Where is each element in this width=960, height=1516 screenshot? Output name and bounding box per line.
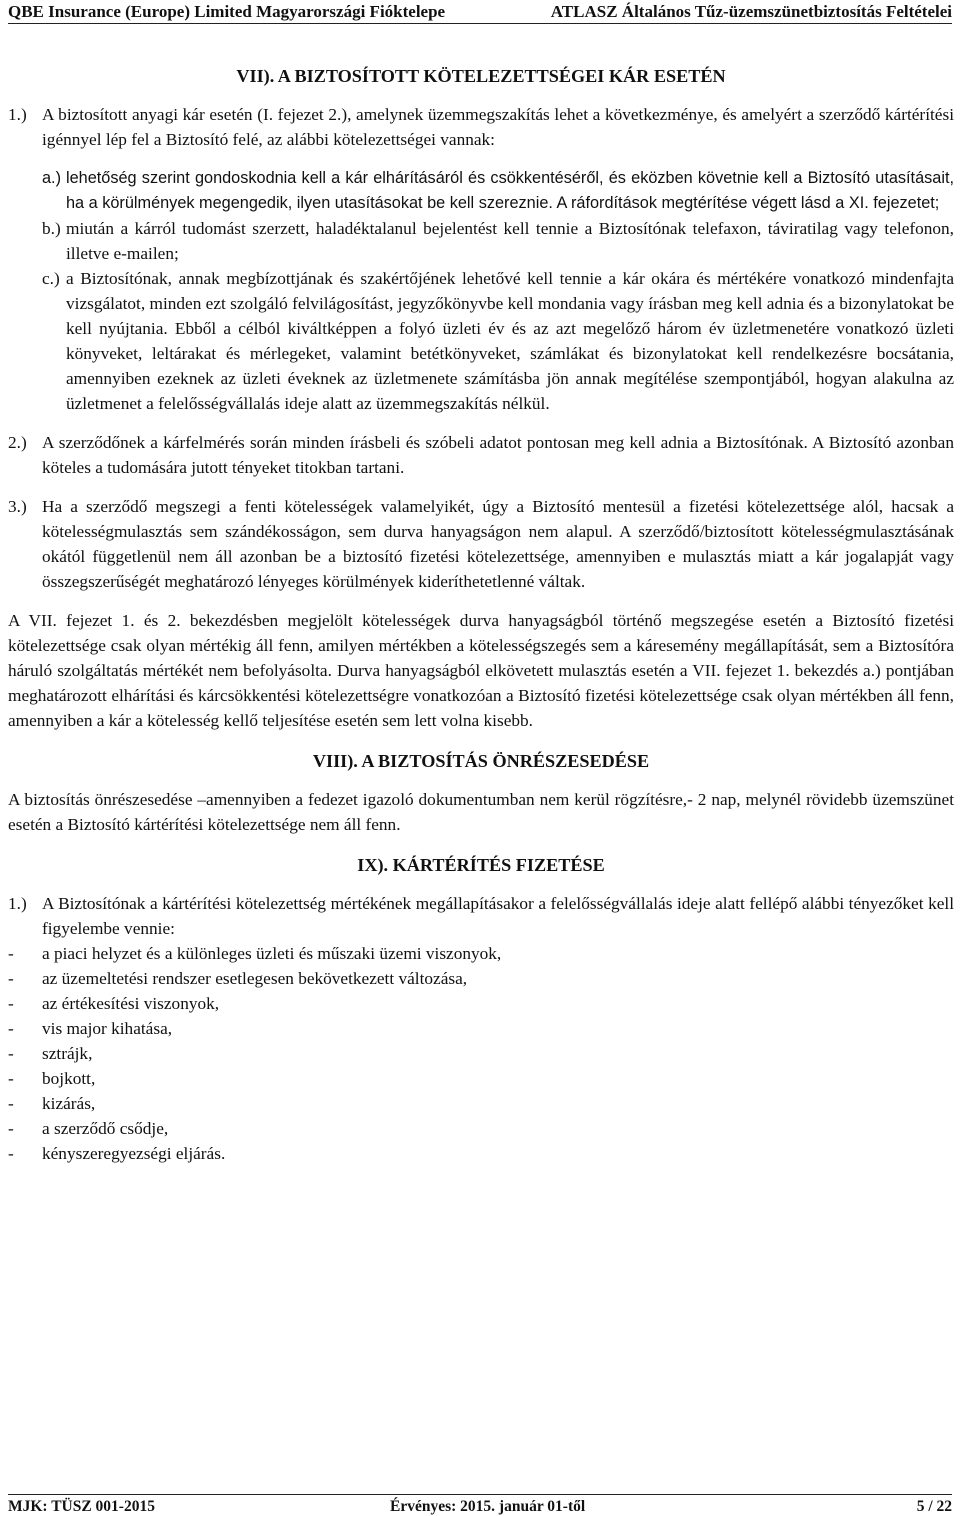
factors-list	[8, 941, 954, 1166]
section-9-title: IX). KÁRTÉRÍTÉS FIZETÉSE	[357, 855, 605, 875]
paragraph-label: 1.)	[8, 894, 27, 913]
footer-page-number: 5 / 22	[916, 1498, 952, 1515]
list-item-label: a.)	[42, 169, 62, 187]
section-8-title: VIII). A BIZTOSÍTÁS ÖNRÉSZESEDÉSE	[312, 751, 650, 771]
list-dash: -	[8, 969, 14, 988]
list-item-text: kényszeregyezségi eljárás.	[42, 1144, 226, 1163]
list-dash: -	[8, 1119, 14, 1138]
list-dash: -	[8, 1144, 14, 1163]
list-item	[8, 1091, 954, 1116]
section-7-closing-paragraph: A VII. fejezet 1. és 2. bekezdésben megjelölt kötelességek durva hanyagságból történő megszegése esetén a Biztosító fizetési kötelezettsége csak olyan mértékig áll fenn, amilyen mértékben a kötelességszegés sem a káresemény megállapítását, sem a Biztosítóra háruló szolgáltatás mértékét nem befolyásolta. Durva hanyagságból elkövetett mulasztás esetén a VII. fejezet 1. bekezdés a.) pontjában meghatározott elhárítási és kárcsökkentési kötelezettségre vonatkozóan a Biztosító fizetési kötelezettsége csak olyan mértékben áll fenn, amennyiben a kár a kötelesség kellő teljesítése esetén sem lett volna kisebb.	[8, 611, 954, 730]
list-item-label: c.)	[42, 269, 60, 288]
list-item	[8, 991, 954, 1016]
paragraph-text: Ha a szerződő megszegi a fenti kötelességek valamelyikét, úgy a Biztosító mentesül a fizetési kötelezettsége alól, hacsak a kötelességmulasztás sem szándékosságon, sem durva hanyagságon nem alapul. A szerződő/biztosított kötelességmulasztásának okától függetlenül nem áll azonban be a biztosító fizetési kötelezettsége, amennyiben e mulasztás miatt a kár jogalapját vagy összegszerűségét meghatározó lényeges körülmények kideríthetetlenné váltak.	[42, 497, 954, 591]
section-7-paragraph-2	[8, 430, 954, 480]
list-dash: -	[8, 1044, 14, 1063]
footer-document-code: MJK: TÜSZ 001-2015	[8, 1498, 155, 1515]
list-item	[42, 266, 954, 416]
section-9-paragraph-1	[8, 891, 954, 941]
section-7-paragraph-1	[8, 102, 954, 152]
list-dash: -	[8, 1019, 14, 1038]
list-item	[42, 216, 954, 266]
list-dash: -	[8, 1094, 14, 1113]
list-item-text: a piaci helyzet és a különleges üzleti és műszaki üzemi viszonyok,	[42, 944, 502, 963]
list-item-text: miután a kárról tudomást szerzett, haladéktalanul bejelentést kell tennie a Biztosítónak telefaxon, táviratilag vagy telefonon, illetve e-mailen;	[66, 219, 954, 263]
list-item	[8, 1116, 954, 1141]
list-dash: -	[8, 994, 14, 1013]
section-7-sublist	[8, 166, 954, 416]
page-header	[8, 0, 952, 24]
list-item	[8, 1041, 954, 1066]
header-document-title: ATLASZ Általános Tűz-üzemszünetbiztosítás Feltételei	[550, 2, 952, 21]
list-dash: -	[8, 944, 14, 963]
list-item-text: az értékesítési viszonyok,	[42, 994, 220, 1013]
page-footer	[8, 1494, 952, 1514]
list-item-text: vis major kihatása,	[42, 1019, 173, 1038]
list-item-text: az üzemeltetési rendszer esetlegesen bekövetkezett változása,	[42, 969, 468, 988]
section-7-title: VII). A BIZTOSÍTOTT KÖTELEZETTSÉGEI KÁR ESETÉN	[236, 66, 726, 86]
list-item-text: a szerződő csődje,	[42, 1119, 169, 1138]
page-body	[8, 64, 954, 1166]
list-item-text: bojkott,	[42, 1069, 96, 1088]
footer-validity-date: Érvényes: 2015. január 01-től	[390, 1498, 586, 1515]
section-7-paragraph-3	[8, 494, 954, 594]
list-dash: -	[8, 1069, 14, 1088]
paragraph-text: A Biztosítónak a kártérítési kötelezettség mértékének megállapításakor a felelősségvállalás ideje alatt fellépő alábbi tényezőket kell figyelembe vennie:	[42, 894, 954, 938]
paragraph-label: 3.)	[8, 497, 27, 516]
list-item-text: lehetőség szerint gondoskodnia kell a kár elhárításáról és csökkentéséről, és eközben követnie kell a Biztosító utasításait, ha a körülmények megengedik, ilyen utasításokat be kell szereznie. A ráfordítások megtérítése végett lásd a XI. fejezetet;	[66, 169, 954, 212]
list-item	[8, 1016, 954, 1041]
list-item	[42, 166, 954, 216]
paragraph-text: A szerződőnek a kárfelmérés során minden írásbeli és szóbeli adatot pontosan meg kell adnia a Biztosítónak. A Biztosító azonban köteles a tudomására jutott tényeket titokban tartani.	[42, 433, 954, 477]
list-item	[8, 941, 954, 966]
header-company: QBE Insurance (Europe) Limited Magyarországi Fióktelepe	[8, 2, 446, 21]
paragraph-text: A biztosított anyagi kár esetén (I. fejezet 2.), amelynek üzemmegszakítás lehet a következménye, és amelyért a szerződő kártérítési igénnyel lép fel a Biztosító felé, az alábbi kötelezettségei vannak:	[42, 105, 954, 149]
list-item-text: kizárás,	[42, 1094, 96, 1113]
paragraph-label: 2.)	[8, 433, 27, 452]
paragraph-label: 1.)	[8, 105, 27, 124]
list-item	[8, 1141, 954, 1166]
section-8-paragraph: A biztosítás önrészesedése –amennyiben a fedezet igazoló dokumentumban nem kerül rögzítésre,- 2 nap, melynél rövidebb üzemszünet esetén a Biztosító kártérítési kötelezettsége nem áll fenn.	[8, 790, 954, 834]
list-item-text: a Biztosítónak, annak megbízottjának és szakértőjének lehetővé kell tennie a kár okára és mértékére vonatkozó mindenfajta vizsgálatot, minden ezt szolgáló felvilágosítást, jegyzőkönyvbe kell mondania vagy írásban meg kell adnia és a bizonylatokat be kell nyújtania. Ebből a célból kiváltképpen a folyó üzleti év és az azt megelőző három év üzletmenetére vonatkozó üzleti könyveket, leltárakat és mérlegeket, valamint betétkönyveket, számlákat és bizonylatokat kell rendelkezésre bocsátania, amennyiben ezeknek az üzleti éveknek az üzletmenete számításba jön annak megítélése szempontjából, hogyan alakulna az üzletmenet a felelősségvállalás ideje alatt az üzemmegszakítás nélkül.	[66, 269, 954, 413]
list-item	[8, 966, 954, 991]
list-item	[8, 1066, 954, 1091]
list-item-label: b.)	[42, 219, 61, 238]
list-item-text: sztrájk,	[42, 1044, 93, 1063]
